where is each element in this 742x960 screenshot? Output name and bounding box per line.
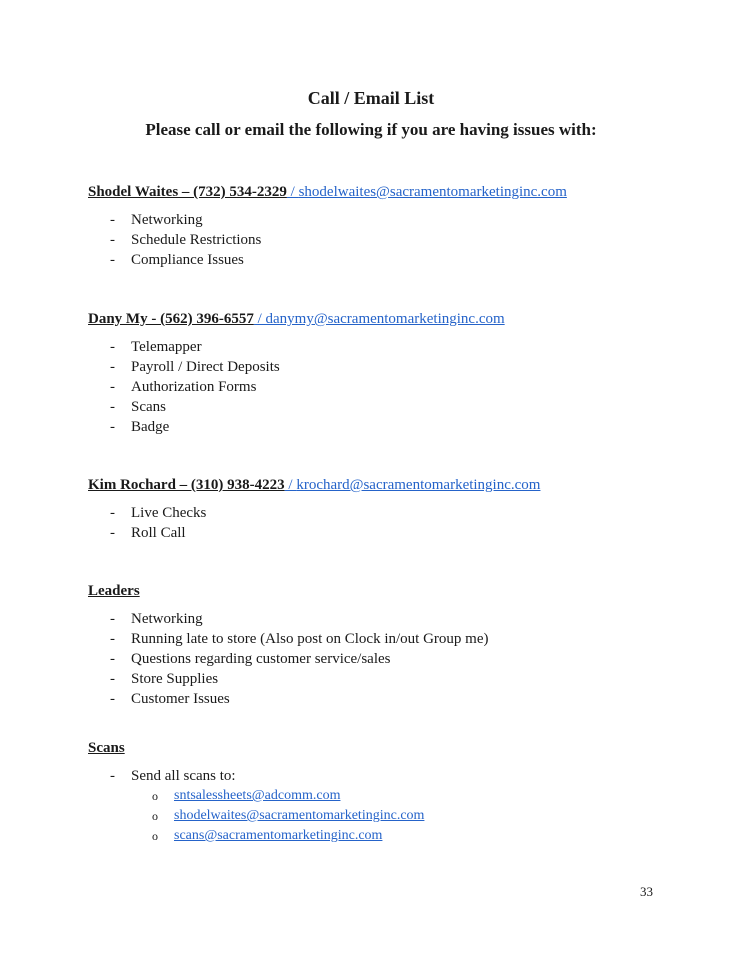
leaders-heading: Leaders bbox=[88, 583, 140, 599]
list-item: - Customer Issues bbox=[88, 689, 702, 709]
page-title: Call / Email List bbox=[307, 88, 435, 108]
scan-email-item bbox=[88, 786, 702, 806]
scan-email-link[interactable]: sntsalessheets@adcomm.com bbox=[174, 788, 341, 803]
list-item: - Questions regarding customer service/sales bbox=[88, 649, 702, 669]
issue-list bbox=[88, 503, 702, 543]
scans-heading: Scans bbox=[88, 740, 125, 756]
scans-list bbox=[88, 766, 702, 786]
list-item: - Telemapper bbox=[88, 337, 702, 357]
scan-email-link[interactable]: shodelwaites@sacramentomarketinginc.com bbox=[174, 808, 425, 823]
list-item: - Send all scans to: bbox=[88, 766, 702, 786]
contact-email-link[interactable]: / danymy@sacramentomarketinginc.com bbox=[253, 311, 505, 327]
issue-list bbox=[88, 609, 702, 709]
list-item: - Networking bbox=[88, 609, 702, 629]
contact-heading bbox=[88, 182, 702, 202]
list-item: - Compliance Issues bbox=[88, 250, 702, 270]
list-item: - Roll Call bbox=[88, 523, 702, 543]
list-item: - Networking bbox=[88, 210, 702, 230]
circle-bullet-icon: o bbox=[152, 809, 158, 823]
contact-heading bbox=[88, 309, 702, 329]
issue-list bbox=[88, 210, 702, 270]
list-item: - Badge bbox=[88, 417, 702, 437]
contact-name-phone: Kim Rochard – (310) 938-4223 bbox=[88, 477, 285, 493]
list-item: - Live Checks bbox=[88, 503, 702, 523]
issue-list bbox=[88, 337, 702, 437]
list-item: - Schedule Restrictions bbox=[88, 230, 702, 250]
contact-name-phone: Dany My - (562) 396-6557 bbox=[88, 311, 254, 327]
scan-email-item bbox=[88, 806, 702, 826]
contact-email-link[interactable]: / krochard@sacramentomarketinginc.com bbox=[284, 477, 541, 493]
circle-bullet-icon: o bbox=[152, 829, 158, 843]
leaders-section bbox=[88, 581, 702, 709]
list-item: - Running late to store (Also post on Clock in/out Group me) bbox=[88, 629, 702, 649]
scan-email-item bbox=[88, 826, 702, 846]
contact-heading bbox=[88, 475, 702, 495]
page-number: 33 bbox=[640, 884, 653, 899]
list-item: - Store Supplies bbox=[88, 669, 702, 689]
list-item: - Authorization Forms bbox=[88, 377, 702, 397]
contact-section-dany bbox=[88, 309, 702, 437]
page-subtitle: Please call or email the following if you are having issues with: bbox=[145, 120, 597, 139]
list-item: - Scans bbox=[88, 397, 702, 417]
scan-email-link[interactable]: scans@sacramentomarketinginc.com bbox=[174, 828, 383, 843]
contact-email-link[interactable]: / shodelwaites@sacramentomarketinginc.com bbox=[286, 184, 567, 200]
contact-section-shodel bbox=[88, 182, 702, 270]
scan-email-list bbox=[88, 786, 702, 846]
list-item: - Payroll / Direct Deposits bbox=[88, 357, 702, 377]
scans-section bbox=[88, 738, 702, 846]
contact-name-phone: Shodel Waites – (732) 534-2329 bbox=[88, 184, 287, 200]
contact-section-kim bbox=[88, 475, 702, 543]
circle-bullet-icon: o bbox=[152, 789, 158, 803]
